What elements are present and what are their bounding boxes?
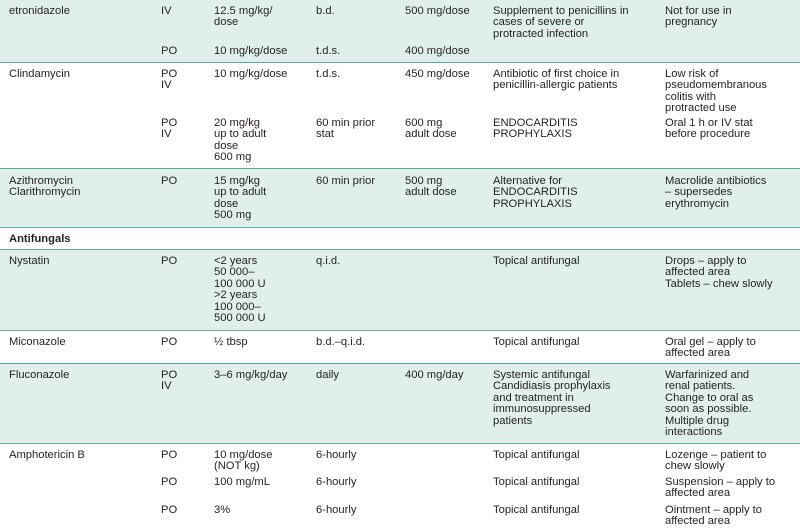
cell-use: Alternative for ENDOCARDITIS PROPHYLAXIS [493, 175, 578, 210]
cell-use: Topical antifungal [493, 476, 580, 488]
cell-route: PO [161, 255, 178, 267]
cell-drug: Nystatin [9, 255, 50, 267]
cell-route: PO [161, 449, 178, 461]
cell-use: Topical antifungal [493, 449, 580, 461]
cell-freq: 6-hourly [316, 504, 357, 516]
cell-max: 600 mg adult dose [405, 117, 457, 141]
cell-max: 400 mg/dose [405, 45, 470, 57]
cell-dose: 100 mg/mL [214, 476, 270, 488]
cell-route: IV [161, 5, 172, 17]
cell-dose: 3% [214, 504, 231, 516]
cell-route: PO IV [161, 117, 178, 141]
cell-dose: 10 mg/kg/dose [214, 68, 288, 80]
cell-drug: Clindamycin [9, 68, 70, 80]
cell-use: ENDOCARDITIS PROPHYLAXIS [493, 117, 578, 141]
cell-max: 500 mg adult dose [405, 175, 457, 199]
cell-notes: Drops – apply to affected area Tablets – chew slowly [665, 255, 773, 290]
cell-use: Antibiotic of first choice in penicillin-allergic patients [493, 68, 620, 92]
cell-route: PO [161, 504, 178, 516]
cell-use: Systemic antifungal Candidiasis prophylaxis and treatment in immunosuppressed patients [493, 369, 611, 427]
cell-freq: q.i.d. [316, 255, 341, 267]
cell-max: 400 mg/day [405, 369, 464, 381]
cell-freq: b.d. [316, 5, 335, 17]
cell-freq: 6-hourly [316, 476, 357, 488]
cell-dose: 10 mg/kg/dose [214, 45, 288, 57]
cell-drug: Fluconazole [9, 369, 70, 381]
cell-dose: 3–6 mg/kg/day [214, 369, 288, 381]
cell-dose: <2 years 50 000– 100 000 U >2 years 100 000– 500 000 U [214, 255, 266, 325]
cell-use: Topical antifungal [493, 504, 580, 516]
cell-notes: Low risk of pseudomembranous colitis with protracted use [665, 68, 767, 115]
cell-freq: 6-hourly [316, 449, 357, 461]
cell-freq: t.d.s. [316, 68, 341, 80]
cell-drug: Miconazole [9, 336, 66, 348]
cell-notes: Oral 1 h or IV stat before procedure [665, 117, 753, 141]
cell-drug: etronidazole [9, 5, 70, 17]
cell-route: PO [161, 336, 178, 348]
cell-notes: Lozenge – patient to chew slowly [665, 449, 767, 473]
cell-drug: Amphotericin B [9, 449, 85, 461]
cell-drug: Azithromycin Clarithromycin [9, 175, 81, 199]
cell-route: PO [161, 45, 178, 57]
cell-dose: 10 mg/dose (NOT kg) [214, 449, 273, 473]
section-heading-row [0, 228, 800, 250]
cell-dose: ½ tbsp [214, 336, 248, 348]
cell-max: 450 mg/dose [405, 68, 470, 80]
section-heading: Antifungals [9, 233, 71, 245]
cell-dose: 15 mg/kg up to adult dose 500 mg [214, 175, 267, 222]
cell-route: PO [161, 476, 178, 488]
cell-max: 500 mg/dose [405, 5, 470, 17]
cell-use: Topical antifungal [493, 255, 580, 267]
cell-freq: 60 min prior stat [316, 117, 376, 141]
cell-dose: 20 mg/kg up to adult dose 600 mg [214, 117, 267, 164]
cell-notes: Warfarinized and renal patients. Change to oral as soon as possible. Multiple drug interactions [665, 369, 754, 439]
cell-route: PO [161, 175, 178, 187]
cell-notes: Macrolide antibiotics – supersedes erythromycin [665, 175, 767, 210]
cell-route: PO IV [161, 68, 178, 92]
cell-notes: Ointment – apply to affected area [665, 504, 763, 528]
cell-freq: t.d.s. [316, 45, 341, 57]
cell-notes: Oral gel – apply to affected area [665, 336, 756, 360]
cell-use: Topical antifungal [493, 336, 580, 348]
cell-use: Supplement to penicillins in cases of severe or protracted infection [493, 5, 629, 40]
cell-notes: Suspension – apply to affected area [665, 476, 776, 500]
cell-dose: 12.5 mg/kg/ dose [214, 5, 273, 29]
cell-route: PO IV [161, 369, 178, 393]
cell-freq: daily [316, 369, 340, 381]
cell-notes: Not for use in pregnancy [665, 5, 732, 29]
cell-freq: b.d.–q.i.d. [316, 336, 366, 348]
cell-freq: 60 min prior [316, 175, 376, 187]
